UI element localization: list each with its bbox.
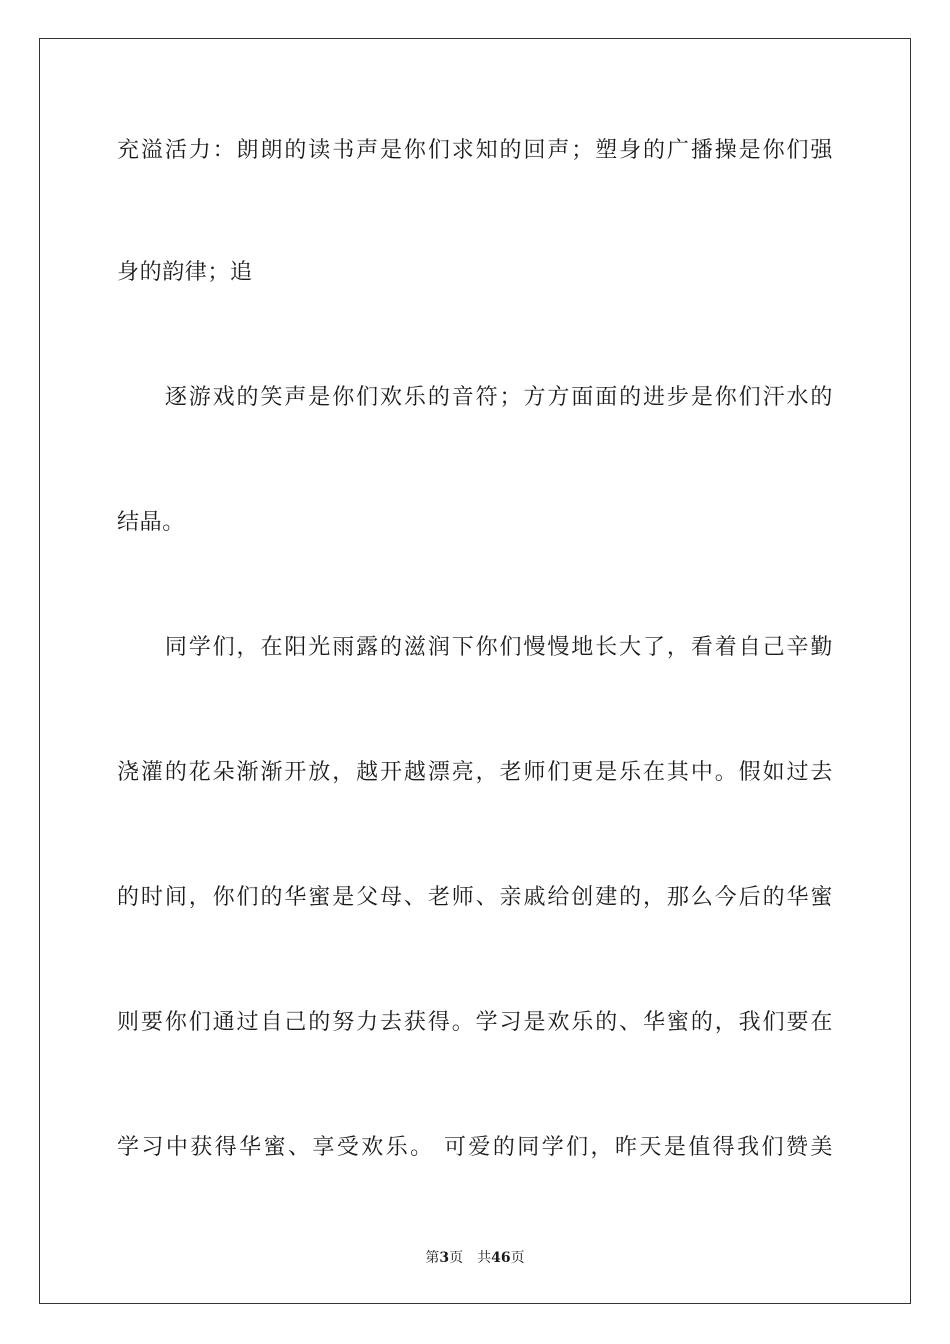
text-line-1: 充溢活力：朗朗的读书声是你们求知的回声；塑身的广播操是你们强	[117, 138, 833, 163]
page-footer	[0, 1247, 950, 1267]
page-suffix: 页	[449, 1250, 464, 1266]
text-line-9: 学习中获得华蜜、享受欢乐。 可爱的同学们，昨天是值得我们赞美	[117, 1135, 833, 1160]
page-prefix: 第	[425, 1250, 440, 1266]
total-suffix: 页	[510, 1250, 525, 1266]
page-border	[39, 38, 911, 1304]
text-line-6: 浇灌的花朵渐渐开放，越开越漂亮，老师们更是乐在其中。假如过去	[117, 760, 833, 785]
total-prefix: 共	[477, 1250, 492, 1266]
text-line-5: 同学们，在阳光雨露的滋润下你们慢慢地长大了，看着自己辛勤	[117, 635, 833, 660]
text-line-8: 则要你们通过自己的努力去获得。学习是欢乐的、华蜜的，我们要在	[117, 1010, 833, 1035]
text-line-3: 逐游戏的笑声是你们欢乐的音符；方方面面的进步是你们汗水的	[117, 385, 833, 410]
total-pages: 46	[491, 1250, 511, 1266]
page-number: 3	[439, 1250, 450, 1266]
text-line-2: 身的韵律；追	[117, 260, 253, 285]
text-line-7: 的时间，你们的华蜜是父母、老师、亲戚给创建的，那么今后的华蜜	[117, 885, 833, 910]
text-line-4: 结晶。	[117, 510, 185, 535]
